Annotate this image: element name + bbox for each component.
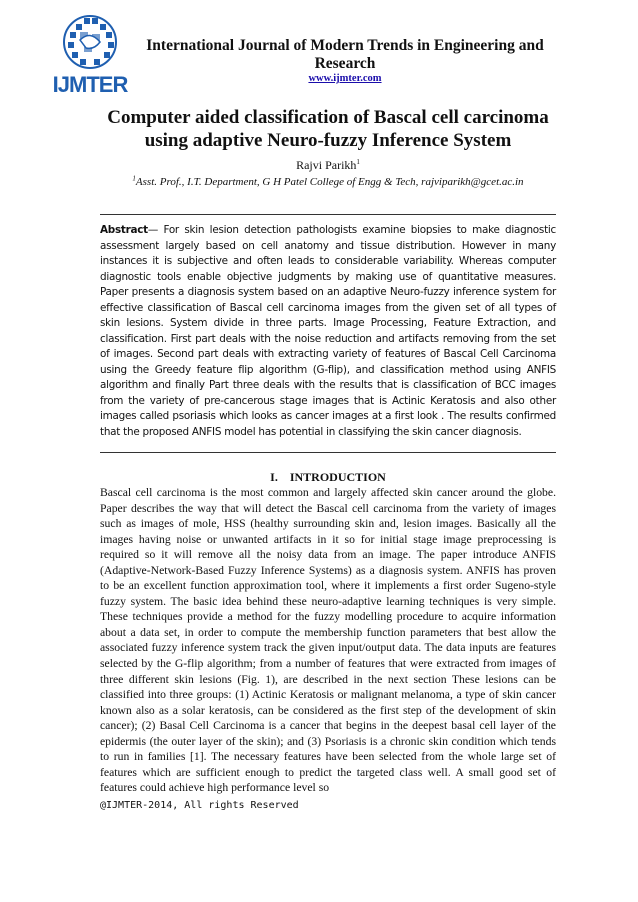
abstract-paragraph (100, 223, 556, 440)
globe-logo-icon (50, 12, 130, 96)
abstract-label: Abstract (100, 224, 148, 236)
journal-url-link[interactable]: www.ijmter.com (308, 73, 382, 84)
copyright-footer: @IJMTER-2014, All rights Reserved (100, 800, 299, 811)
author-name: Rajvi Parikh (296, 158, 357, 172)
paper-title: Computer aided classification of Bascal cell carcinoma using adaptive Neuro-fuzzy Inference System (107, 107, 549, 151)
author-superscript: 1 (356, 158, 360, 166)
introduction-body: Bascal cell carcinoma is the most common and largely affected skin cancer around the globe. Paper describes the way that will detect the Bascal cell carcinoma from the variety of images such as images of mole, HSS (healthy surrounding skin and, lesion images. Basically all the images having noise or unwanted artifacts in it so for initial stage image preprocessing is required so it will remove all the noisy data from an image. The paper introduce ANFIS (Adaptive-Network-Based Fuzzy Inference Systems) as a diagnosis system. ANFIS has proven to be an excellent function approximation tool, where it implements a first order Sugeno-style fuzzy system. The basic idea behind these neuro-adaptive learning techniques is very simple. These techniques provide a method for the fuzzy modelling procedure to acquire information about a data set, in order to compute the membership function parameters that best allow the associated fuzzy inference system track the given input/output data. The data inputs are features selected by the G-flip algorithm; from a number of features that were extracted from images of three different skin lesions (Fig. 1), are described in the next section These lesions can be classified into three groups: (1) Actinic Keratosis or malignant melanoma, a type of skin cancer known also as a solar keratosis, can be considered as the first step of the development of skin cancer); (2) Basal Cell Carcinoma is a cancer that begins in the deepest basal cell layer of the epidermis (the outer layer of the skin); and (3) Psoriasis is a chronic skin condition which tends to run in families [1]. The necessary features have been selected from the whole large set of features which are sufficient enough to predict the targeted class well. A small good set of features could achieve high performance level so (100, 486, 556, 795)
section-heading (100, 470, 556, 485)
abstract-bottom-rule (100, 452, 556, 453)
svg-text:IJMTER: IJMTER (52, 72, 128, 96)
affiliation-superscript: 1 (132, 174, 136, 183)
section-title: INTRODUCTION (289, 470, 386, 484)
paper-affiliation (90, 176, 566, 188)
abstract-top-rule (100, 214, 556, 215)
paper-author (100, 158, 556, 173)
affiliation-text: Asst. Prof., I.T. Department, G H Patel College of Engg & Tech, rajviparikh@gcet.ac.in (135, 176, 524, 188)
journal-logo (50, 12, 130, 96)
journal-name: International Journal of Modern Trends in Engineering and Research (146, 37, 544, 72)
abstract-text: — For skin lesion detection pathologists examine biopsies to make diagnostic assessment largely based on cell anatomy and tissue distribution. However in many instances it is subjective and often leads to considerable variability. Whereas computer diagnostic tools enable objective judgments by making use of quantitative measures. Paper presents a diagnosis system based on an adaptive Neuro-fuzzy inference system for effective classification of Bascal cell carcinoma images from the given set of all types of skin lesions. System divide in three parts. Image Processing, Feature Extraction, and classification. First part deals with the noise reduction and artifacts removing from the set of images. Second part deals with extracting variety of features of Bascal Cell Carcinoma using the Greedy feature flip algorithm (G-flip), and classification method using ANFIS algorithm and finally Part three deals with the results that is classification of BCC images from the variety of pre-cancerous stage images that is Actinic Keratosis and also other images called psoriasis which looks as cancer images at a first look . The results confirmed that the proposed ANFIS model has potential in classifying the skin cancer diagnosis. (100, 224, 556, 438)
section-number: I. (270, 470, 278, 484)
